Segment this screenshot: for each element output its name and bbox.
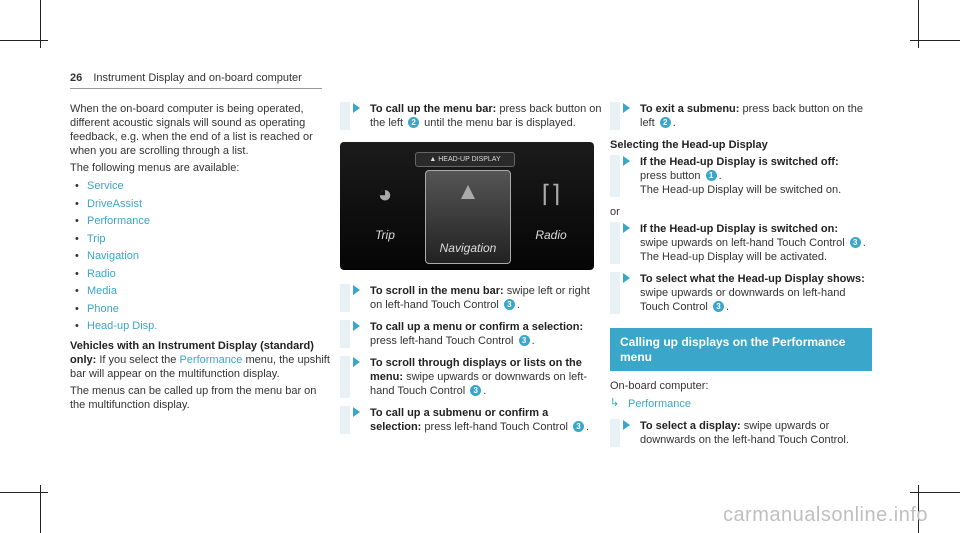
step-arrow-icon: [353, 321, 360, 331]
callout-number: 3: [713, 301, 724, 312]
vehicles-text-b: menu, the upshift bar will appear on the multifunction display.: [70, 353, 330, 380]
step-text: swipe left or right on left-hand Touch Control: [370, 285, 590, 311]
step-scroll-displays: To scroll through displays or lists on the menu: swipe upwards or downwards on left-hand Touch Control 3 .: [340, 356, 602, 398]
performance-link[interactable]: Performance: [179, 353, 243, 366]
obc-label: On-board computer:: [610, 380, 709, 392]
page-number: 26: [70, 72, 83, 84]
step-call-menu-bar: [340, 102, 602, 130]
step-text: swipe upwards or downwards on left-hand Touch Control: [370, 371, 588, 397]
step-hud-on: If the Head-up Display is switched on: swipe upwards on left-hand Touch Control 3 . The Head-up Display will be activated.: [610, 222, 872, 264]
step-hud-select: To select what the Head-up Display shows: swipe upwards or downwards on left-hand Touch Control 3 .: [610, 272, 872, 314]
menu-item-head-up-disp[interactable]: • Head-up Disp.: [70, 318, 330, 336]
callout-number: 1: [706, 170, 717, 181]
menu-item-service[interactable]: • Service: [70, 178, 330, 196]
step-heading: To scroll through displays or lists on the menu:: [370, 357, 582, 383]
navigation-arrow-icon: ▲: [456, 178, 480, 205]
callout-number: 2: [408, 117, 419, 128]
step-heading: To select a display:: [640, 420, 741, 432]
menu-item-media[interactable]: • Media: [70, 283, 330, 301]
tile-navigation[interactable]: [425, 170, 511, 264]
step-call-submenu: To call up a submenu or confirm a selection: press left-hand Touch Control 3 .: [340, 406, 602, 434]
section-title-bar: Calling up displays on the Performance menu: [610, 328, 872, 371]
or-separator: or: [610, 206, 620, 218]
step-text: press button: [640, 170, 701, 182]
vehicles-heading: Vehicles with an Instrument Display (standard) only:: [70, 339, 314, 366]
callout-number: 3: [519, 335, 530, 346]
step-arrow-icon: [353, 285, 360, 295]
step-exit-submenu: To exit a submenu: press back button on the left 2 .: [610, 102, 872, 130]
menu-bar-screenshot: [340, 142, 594, 270]
vehicles-text-a: If you select the: [99, 353, 177, 366]
step-text: until the menu bar is displayed.: [424, 117, 576, 129]
step-arrow-icon: [623, 156, 630, 166]
crop-mark: [0, 492, 48, 493]
tile-radio[interactable]: [516, 180, 586, 250]
menu-item-trip[interactable]: • Trip: [70, 231, 330, 249]
callout-number: 3: [573, 421, 584, 432]
step-text: swipe upwards or downwards on the left-hand Touch Control.: [640, 420, 849, 446]
step-hud-off: If the Head-up Display is switched off: press button 1 . The Head-up Display will be switched on.: [610, 155, 872, 197]
step-text: swipe upwards or downwards on left-hand Touch Control: [640, 287, 846, 313]
step-arrow-icon: [623, 103, 630, 113]
menu-bar-title: ▲ HEAD-UP DISPLAY: [415, 152, 515, 167]
crop-mark: [910, 492, 960, 493]
crop-mark: [0, 40, 48, 41]
intro-paragraph: When the on-board computer is being operated, different acoustic signals will sound as operating feedback, e.g. when the end of a list is reached or when you are scrolling through a list.: [70, 103, 313, 157]
step-arrow-icon: [353, 103, 360, 113]
column-2: [340, 102, 602, 442]
callout-number: 2: [660, 117, 671, 128]
menu-list: [70, 178, 330, 336]
page-header: [70, 72, 302, 84]
tile-label: Trip: [375, 228, 395, 242]
column-3: [610, 102, 872, 455]
step-heading: To exit a submenu:: [640, 103, 740, 115]
page-header-title: Instrument Display and on-board computer: [93, 72, 302, 84]
radio-antenna-icon: ⌈⌉: [541, 181, 561, 208]
step-result: The Head-up Display will be activated.: [640, 251, 828, 263]
step-heading: If the Head-up Display is switched off:: [640, 156, 839, 168]
tile-label: Radio: [535, 228, 567, 242]
hud-heading: Selecting the Head-up Display: [610, 139, 768, 151]
step-arrow-icon: [623, 223, 630, 233]
step-text: swipe upwards on left-hand Touch Control: [640, 237, 845, 249]
gauge-icon: ◕: [377, 181, 393, 208]
menu-item-navigation[interactable]: • Navigation: [70, 248, 330, 266]
tile-trip[interactable]: [350, 180, 420, 250]
callout-number: 3: [470, 385, 481, 396]
watermark: carmanualsonline.info: [722, 504, 928, 526]
callout-number: 3: [850, 237, 861, 248]
step-text: press back button on the left: [370, 103, 602, 129]
step-text: press back button on the left: [640, 103, 863, 129]
step-text: press left-hand Touch Control: [370, 335, 514, 347]
step-heading: To call up a submenu or confirm a selection:: [370, 407, 549, 433]
vehicles-paragraph: [70, 339, 330, 381]
menu-item-driveassist[interactable]: • DriveAssist: [70, 196, 330, 214]
step-heading: To select what the Head-up Display shows:: [640, 273, 865, 285]
step-heading: To call up a menu or confirm a selection:: [370, 321, 584, 333]
column-1: [70, 102, 330, 415]
step-heading: To scroll in the menu bar:: [370, 285, 504, 297]
crop-mark: [910, 40, 960, 41]
tile-label: Navigation: [439, 241, 497, 255]
step-arrow-icon: [353, 357, 360, 367]
step-arrow-icon: [353, 407, 360, 417]
callout-number: 3: [504, 299, 515, 310]
menu-item-performance[interactable]: • Performance: [70, 213, 330, 231]
menus-intro: The following menus are available:: [70, 162, 240, 174]
step-call-menu: To call up a menu or confirm a selection: press left-hand Touch Control 3 .: [340, 320, 602, 348]
menus-call-paragraph: The menus can be called up from the menu bar on the multifunction display.: [70, 384, 317, 411]
menu-bar-label: HEAD-UP DISPLAY: [438, 156, 501, 163]
step-arrow-icon: [623, 273, 630, 283]
menu-item-phone[interactable]: • Phone: [70, 301, 330, 319]
step-arrow-icon: [623, 420, 630, 430]
menu-item-radio[interactable]: • Radio: [70, 266, 330, 284]
step-result: The Head-up Display will be switched on.: [640, 184, 842, 196]
step-select-display: [610, 419, 872, 447]
step-text: press left-hand Touch Control: [424, 421, 568, 433]
step-heading: To call up the menu bar:: [370, 103, 497, 115]
menu-path-performance[interactable]: ↳ Performance: [610, 397, 872, 411]
step-heading: If the Head-up Display is switched on:: [640, 223, 839, 235]
step-scroll-menu-bar: To scroll in the menu bar: swipe left or right on left-hand Touch Control 3 .: [340, 284, 602, 312]
header-divider: [70, 88, 322, 89]
